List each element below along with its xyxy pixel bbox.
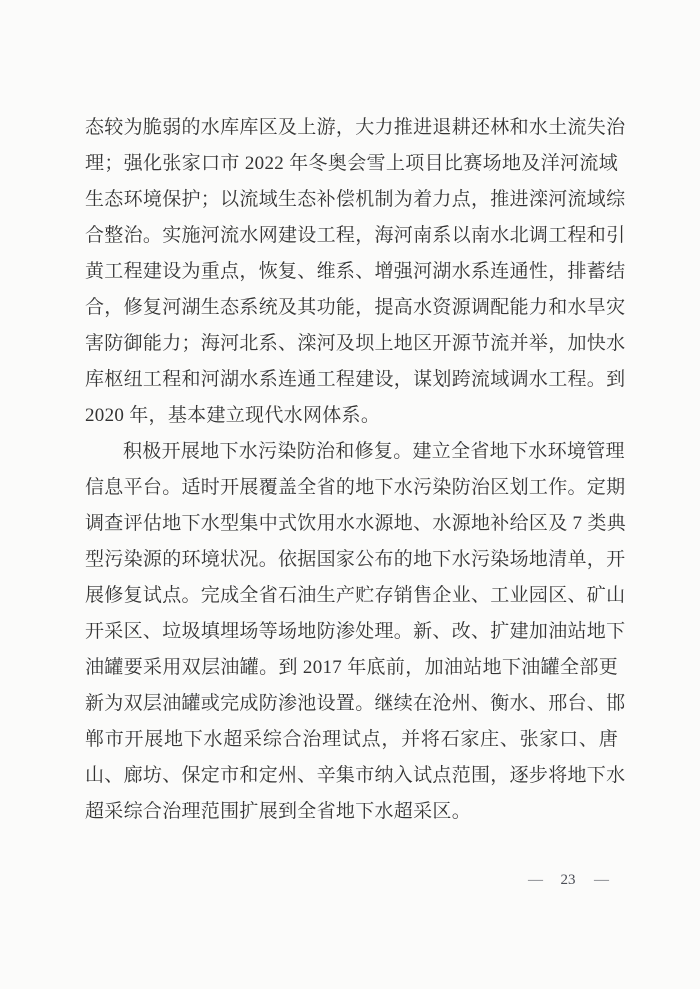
text-line: 新为双层油罐或完成防渗池设置。继续在沧州、衡水、邢台、邯 — [85, 693, 626, 714]
text-line: 展修复试点。完成全省石油生产贮存销售企业、工业园区、矿山 — [85, 585, 626, 606]
text-line: 油罐要采用双层油罐。到 2017 年底前，加油站地下油罐全部更 — [85, 657, 618, 678]
text-line: 积极开展地下水污染防治和修复。建立全省地下水环境管理 — [123, 441, 625, 462]
text-line: 开采区、垃圾填埋场等场地防渗处理。新、改、扩建加油站地下 — [85, 621, 626, 642]
text-line: 信息平台。适时开展覆盖全省的地下水污染防治区划工作。定期 — [85, 477, 626, 498]
text-line: 2020 年，基本建立现代水网体系。 — [85, 405, 381, 426]
text-line: 库枢纽工程和河湖水系连通工程建设，谋划跨流域调水工程。到 — [85, 369, 626, 390]
text-line: 郸市开展地下水超采综合治理试点，并将石家庄、张家口、唐 — [85, 729, 618, 750]
document-body — [85, 110, 627, 830]
text-line: 调查评估地下水型集中式饮用水水源地、水源地补给区及 7 类典 — [85, 513, 627, 534]
text-line: 型污染源的环境状况。依据国家公布的地下水污染场地清单，开 — [85, 549, 626, 570]
page-footer — [528, 870, 608, 890]
text-line: 害防御能力；海河北系、滦河及坝上地区开源节流并举，加快水 — [85, 333, 626, 354]
text-line: 合整治。实施河流水网建设工程，海河南系以南水北调工程和引 — [85, 225, 626, 246]
footer-left-dash: — — [528, 872, 542, 888]
footer-right-dash: — — [594, 872, 608, 888]
text-line: 黄工程建设为重点，恢复、维系、增强河湖水系连通性，排蓄结 — [85, 261, 626, 282]
text-line: 理；强化张家口市 2022 年冬奥会雪上项目比赛场地及洋河流域 — [85, 153, 618, 174]
paragraph — [85, 434, 627, 830]
text-line: 态较为脆弱的水库库区及上游，大力推进退耕还林和水土流失治 — [85, 117, 626, 138]
text-line: 生态环境保护；以流域生态补偿机制为着力点，推进滦河流域综 — [85, 189, 626, 210]
paragraph — [85, 110, 626, 434]
text-line: 合，修复河湖生态系统及其功能，提高水资源调配能力和水旱灾 — [85, 297, 626, 318]
text-line: 超采综合治理范围扩展到全省地下水超采区。 — [85, 801, 472, 822]
text-line: 山、廊坊、保定市和定州、辛集市纳入试点范围，逐步将地下水 — [85, 765, 626, 786]
page-number: 23 — [560, 872, 576, 888]
